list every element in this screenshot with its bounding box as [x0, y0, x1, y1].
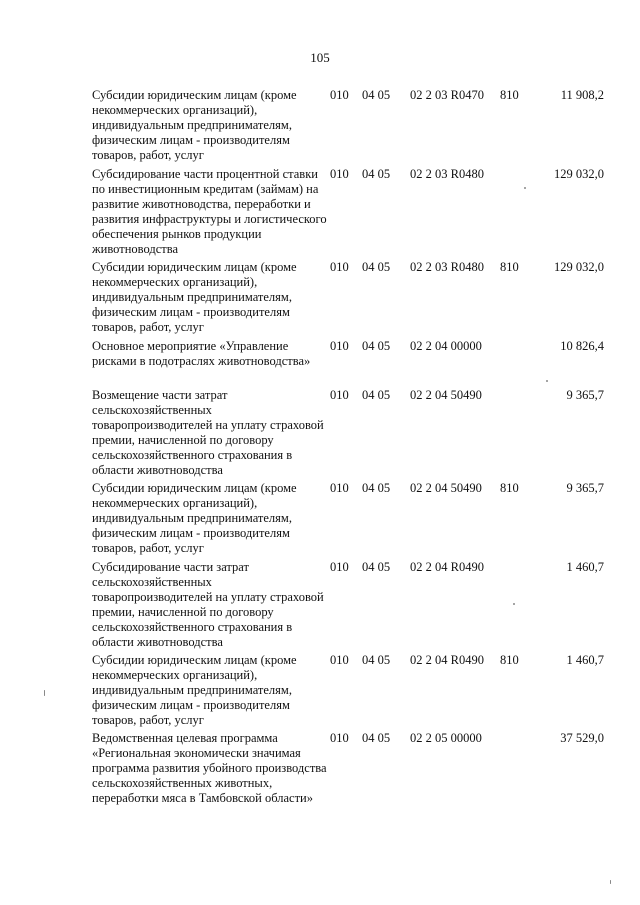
scan-speck — [44, 690, 45, 696]
row-description: Субсидии юридическим лицам (кроме некоммерческих организаций), индивидуальным предпринимателям, физическим лицам - производителям товаров, работ, услуг — [92, 481, 297, 555]
article-code: 02 2 04 R0490 — [410, 560, 484, 574]
row-description: Субсидии юридическим лицам (кроме некоммерческих организаций), индивидуальным предпринимателям, физическим лицам - производителям товаров, работ, услуг — [92, 88, 297, 162]
ministry-code: 010 — [330, 481, 349, 495]
scan-speck — [513, 603, 515, 605]
row-description: Ведомственная целевая программа «Региональная экономически значимая программа развития убойного производства сельскохозяйственных животных, переработки мяса в Тамбовской области» — [92, 731, 327, 805]
amount: 129 032,0 — [554, 167, 604, 181]
article-code: 02 2 04 00000 — [410, 339, 482, 353]
ministry-code: 010 — [330, 653, 349, 667]
scan-speck — [610, 880, 611, 884]
page-number: 105 — [310, 50, 330, 65]
expense-type-code: 810 — [500, 88, 519, 102]
ministry-code: 010 — [330, 167, 349, 181]
row-description: Основное мероприятие «Управление рисками в подотраслях животноводства» — [92, 339, 311, 368]
amount: 129 032,0 — [554, 260, 604, 274]
article-code: 02 2 03 R0470 — [410, 88, 484, 102]
amount: 10 826,4 — [560, 339, 604, 353]
ministry-code: 010 — [330, 388, 349, 402]
expense-type-code: 810 — [500, 260, 519, 274]
ministry-code: 010 — [330, 560, 349, 574]
ministry-code: 010 — [330, 260, 349, 274]
amount: 11 908,2 — [560, 88, 604, 102]
amount: 1 460,7 — [566, 560, 604, 574]
section-code: 04 05 — [362, 260, 391, 274]
section-code: 04 05 — [362, 653, 391, 667]
section-code: 04 05 — [362, 481, 391, 495]
scan-speck — [524, 187, 526, 189]
row-description: Возмещение части затрат сельскохозяйственных товаропроизводителей на уплату страховой премии, начисленной по договору сельскохозяйственного страхования в области животноводства — [92, 388, 324, 477]
amount: 9 365,7 — [566, 388, 604, 402]
ministry-code: 010 — [330, 88, 349, 102]
scan-speck — [546, 380, 548, 382]
expense-type-code: 810 — [500, 653, 519, 667]
section-code: 04 05 — [362, 339, 391, 353]
ministry-code: 010 — [330, 339, 349, 353]
section-code: 04 05 — [362, 731, 391, 745]
article-code: 02 2 05 00000 — [410, 731, 482, 745]
article-code: 02 2 03 R0480 — [410, 167, 484, 181]
row-description: Субсидии юридическим лицам (кроме некоммерческих организаций), индивидуальным предпринимателям, физическим лицам - производителям товаров, работ, услуг — [92, 260, 297, 334]
section-code: 04 05 — [362, 560, 391, 574]
row-description: Субсидирование части затрат сельскохозяйственных товаропроизводителей на уплату страховой премии, начисленной по договору сельскохозяйственного страхования в области животноводства — [92, 560, 324, 649]
section-code: 04 05 — [362, 167, 391, 181]
amount: 1 460,7 — [566, 653, 604, 667]
section-code: 04 05 — [362, 88, 391, 102]
article-code: 02 2 04 50490 — [410, 388, 482, 402]
row-description: Субсидирование части процентной ставки по инвестиционным кредитам (займам) на развитие животноводства, переработки и развития инфраструктуры и логистического обеспечения рынков продукции животноводства — [92, 167, 327, 256]
expense-type-code: 810 — [500, 481, 519, 495]
article-code: 02 2 03 R0480 — [410, 260, 484, 274]
amount: 37 529,0 — [560, 731, 604, 745]
article-code: 02 2 04 50490 — [410, 481, 482, 495]
amount: 9 365,7 — [566, 481, 604, 495]
article-code: 02 2 04 R0490 — [410, 653, 484, 667]
ministry-code: 010 — [330, 731, 349, 745]
section-code: 04 05 — [362, 388, 391, 402]
row-description: Субсидии юридическим лицам (кроме некоммерческих организаций), индивидуальным предпринимателям, физическим лицам - производителям товаров, работ, услуг — [92, 653, 297, 727]
